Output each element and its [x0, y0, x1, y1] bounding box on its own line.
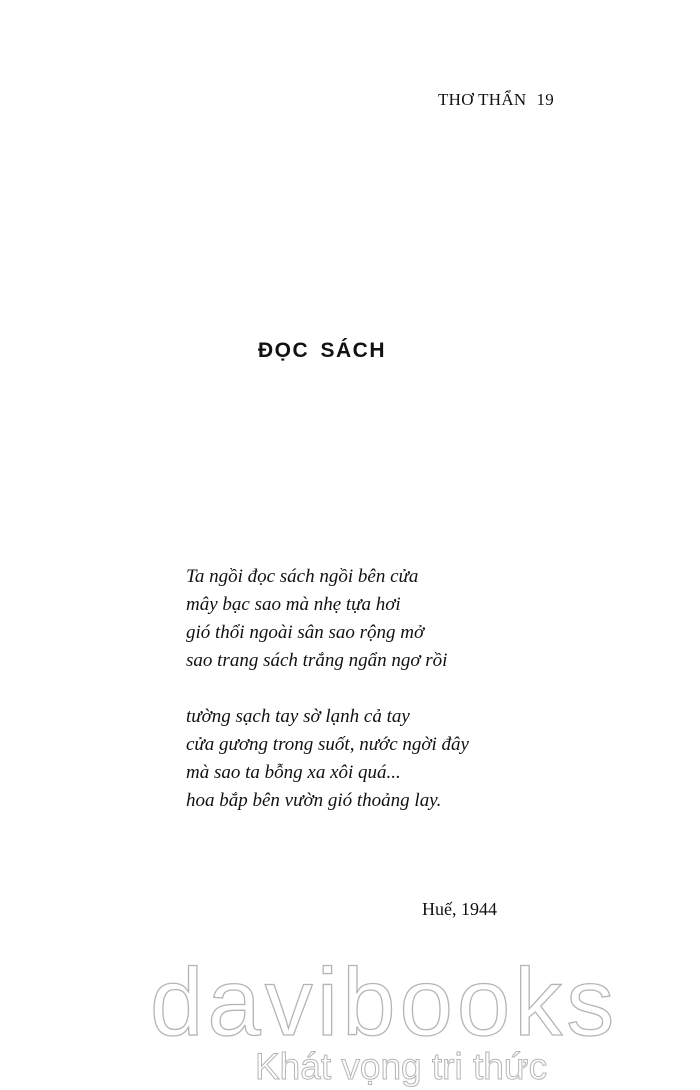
poem-line: Ta ngồi đọc sách ngồi bên cửa	[186, 566, 419, 587]
poem-line: tường sạch tay sờ lạnh cả tay	[186, 706, 410, 727]
poem-line: mây bạc sao mà nhẹ tựa hơi	[186, 594, 401, 615]
place-date: Huế, 1944	[422, 899, 497, 919]
poem-title: ĐỌC SÁCH	[258, 339, 387, 362]
poem-line: cửa gương trong suốt, nước ngời đây	[186, 734, 469, 755]
poem-line: mà sao ta bỗng xa xôi quá...	[186, 762, 401, 783]
watermark-brand: davibooks	[150, 949, 619, 1056]
poem-line: sao trang sách trắng ngẩn ngơ rồi	[186, 650, 448, 671]
poem-line: gió thổi ngoài sân sao rộng mở	[186, 622, 425, 643]
poem-stanza-1	[186, 563, 447, 675]
poem-line: hoa bắp bên vườn gió thoảng lay.	[186, 790, 442, 811]
running-header	[438, 90, 554, 110]
watermark-slogan: Khát vọng tri thức	[255, 1046, 548, 1087]
poem-stanza-2	[186, 703, 469, 815]
watermark	[0, 949, 700, 1090]
page-number: 19	[536, 90, 555, 109]
running-title: THƠ THẨN	[438, 90, 527, 109]
